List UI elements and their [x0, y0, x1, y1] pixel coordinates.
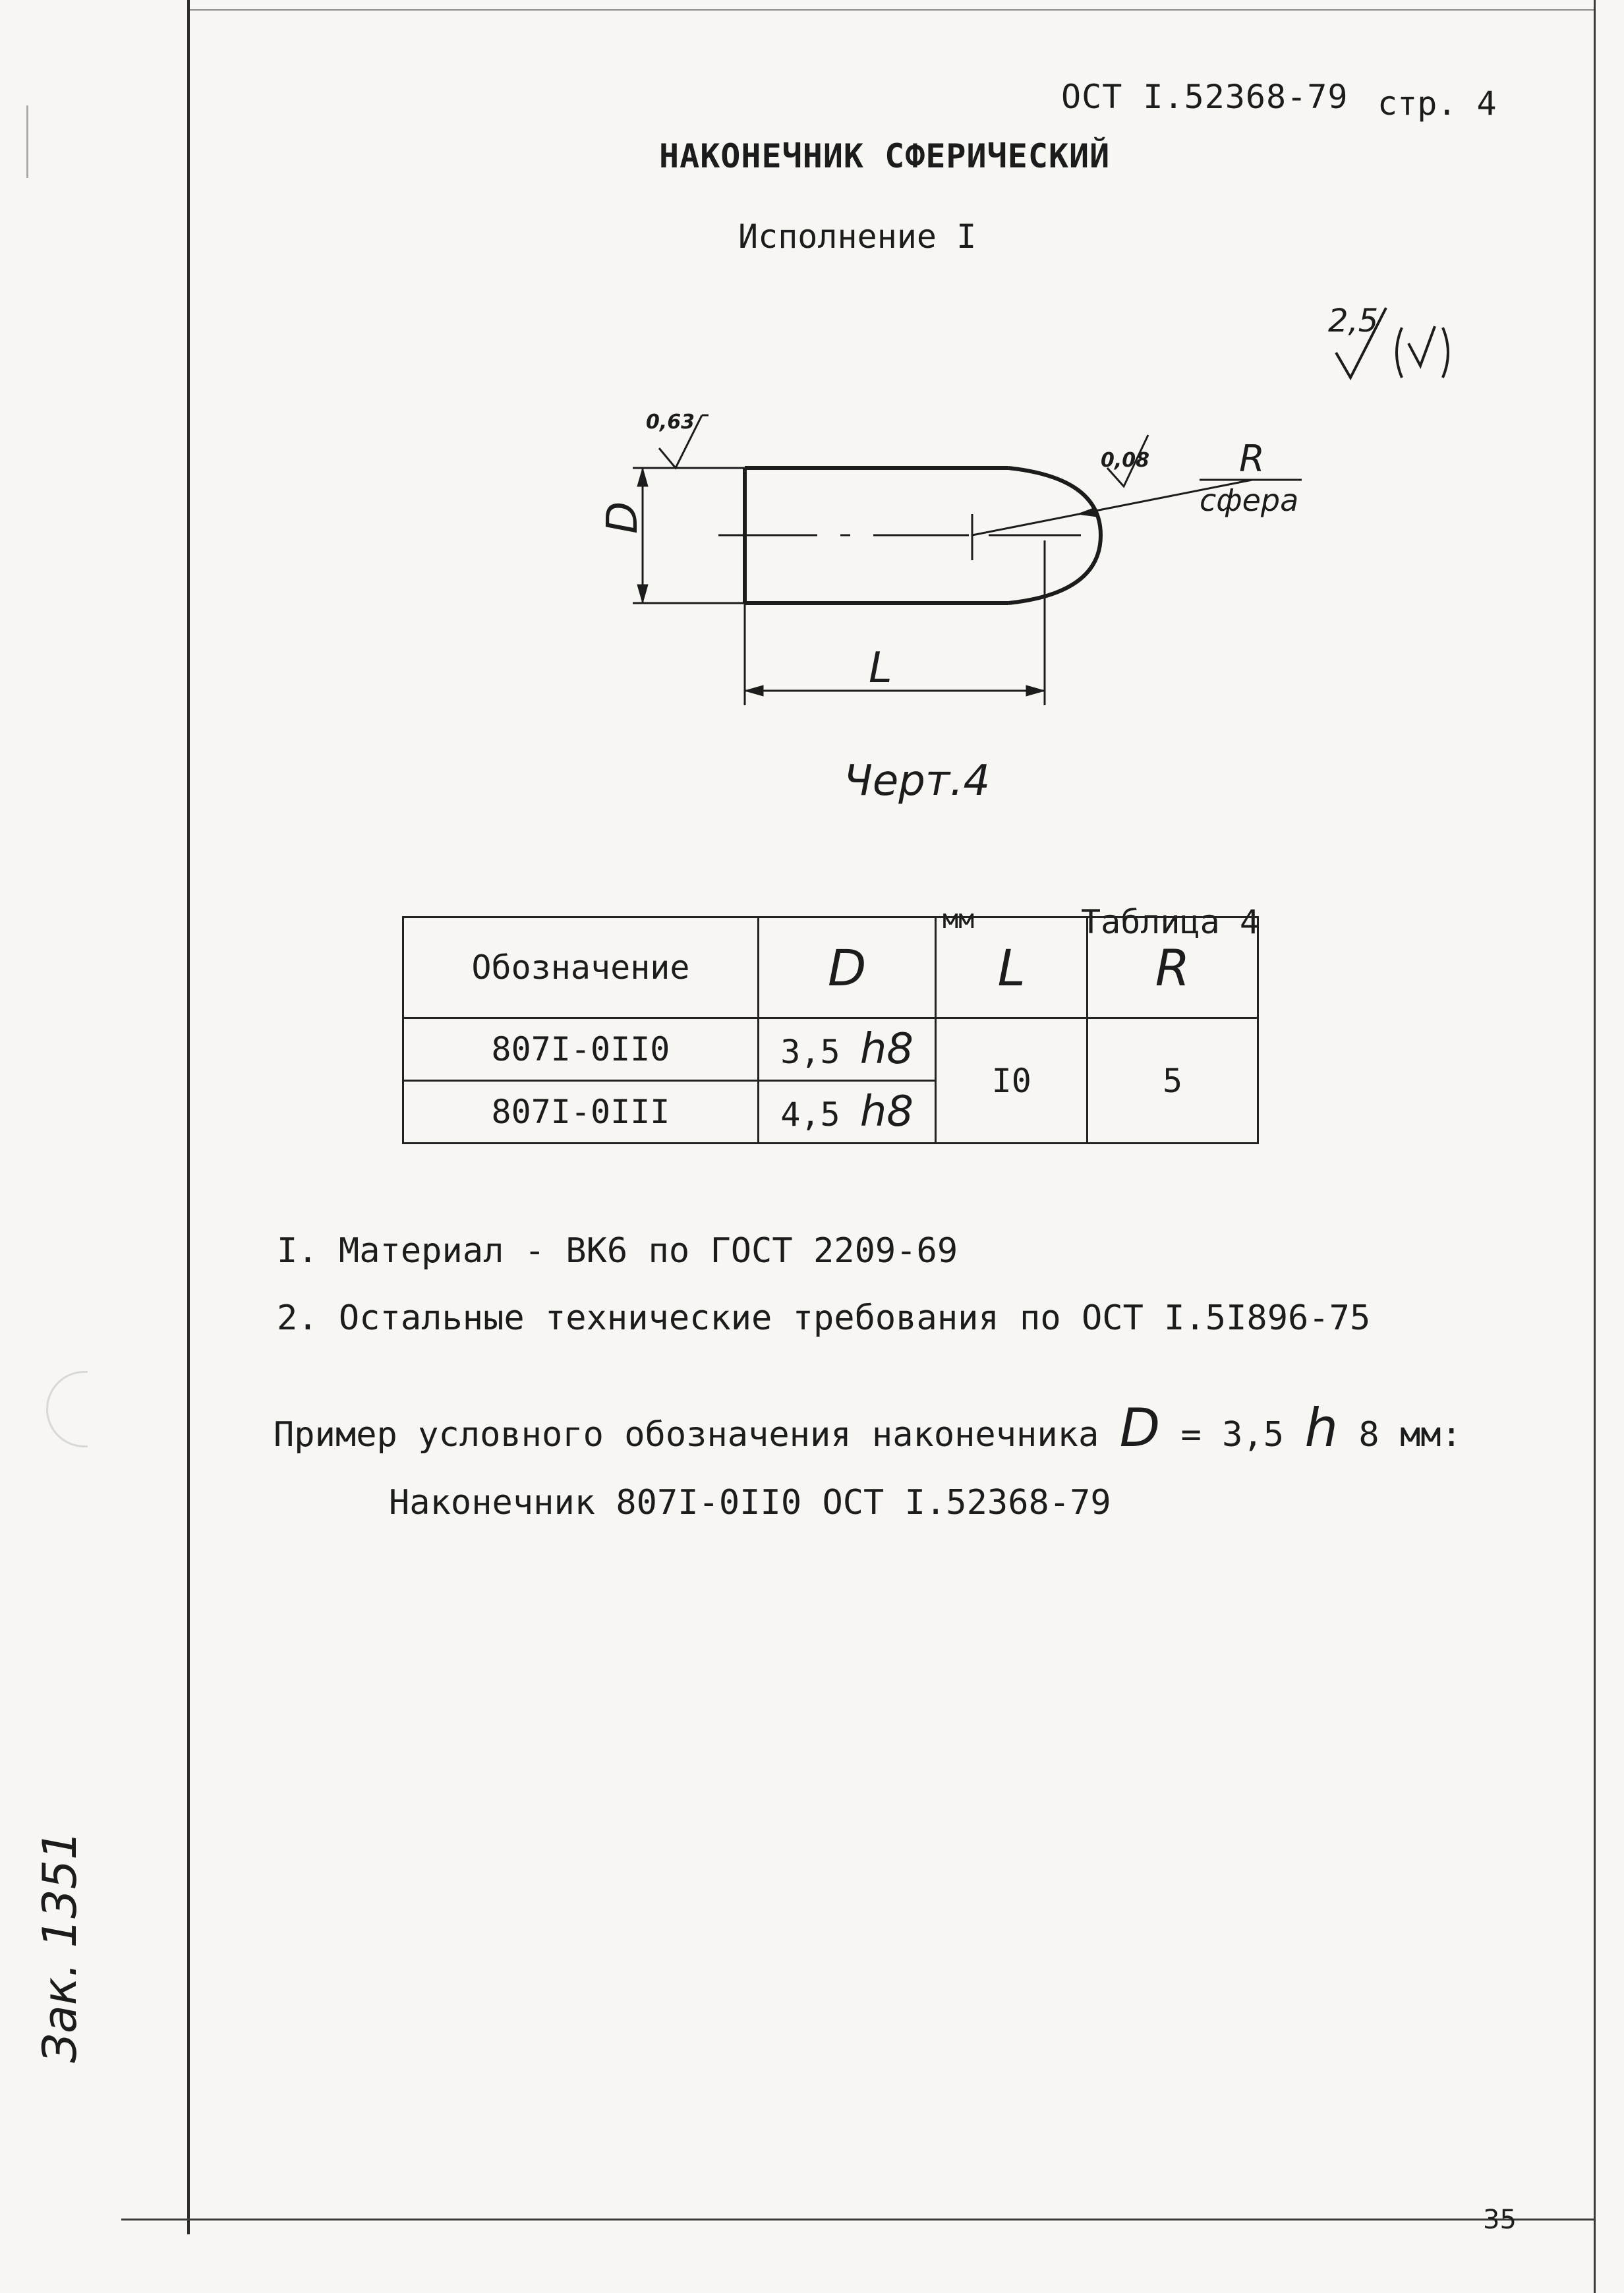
example-equals: = 3,5	[1180, 1415, 1285, 1455]
dim-r-note: сфера	[1200, 482, 1299, 518]
frame-left-line	[187, 0, 190, 2234]
spec-table	[402, 916, 1259, 1144]
cell-r: 5	[1088, 1018, 1258, 1144]
page-subtitle: Исполнение I	[738, 218, 977, 256]
frame-bottom-line	[121, 2219, 1594, 2220]
margin-tick	[26, 105, 28, 178]
cell-d-value: 3,5	[780, 1033, 840, 1071]
example-suffix: 8 мм:	[1358, 1415, 1462, 1455]
header-r: R	[1088, 917, 1258, 1018]
header-l: L	[936, 917, 1088, 1018]
dim-r-label: R	[1239, 438, 1265, 480]
dim-l-label: L	[869, 644, 892, 693]
header-designation: Обозначение	[403, 917, 759, 1018]
document-code: ОСТ I.52368-79	[1061, 78, 1348, 116]
frame-top-line	[187, 9, 1594, 11]
order-margin-note: Зак. 1351	[33, 1830, 87, 2063]
cell-d-value: 4,5	[780, 1095, 840, 1134]
cell-d	[758, 1081, 935, 1144]
note-material: I. Материал - ВК6 по ГОСТ 2209-69	[277, 1231, 958, 1271]
example-prefix: Пример условного обозначения наконечника	[274, 1415, 1099, 1455]
frame-right-line	[1594, 0, 1596, 2293]
example-value: Наконечник 807I-0II0 ОСТ I.52368-79	[389, 1483, 1111, 1523]
dim-d-label: D	[598, 501, 647, 534]
designation-example	[274, 1397, 1462, 1459]
example-symbol: D	[1119, 1397, 1161, 1459]
roughness-right-value: 0,08	[1101, 449, 1150, 472]
table-row	[403, 1018, 1258, 1081]
page-title: НАКОНЕЧНИК СФЕРИЧЕСКИЙ	[659, 137, 1111, 175]
page-label: стр. 4	[1378, 84, 1497, 123]
cell-d-tolerance: h8	[859, 1088, 914, 1136]
cell-d	[758, 1018, 935, 1081]
header-d: D	[758, 917, 935, 1018]
roughness-left-value: 0,63	[646, 411, 695, 434]
figure-caption: Черт.4	[844, 757, 991, 805]
roughness-main-value: 2,5	[1328, 303, 1379, 339]
roughness-symbol-main	[1328, 300, 1466, 392]
punch-hole-mark	[46, 1371, 88, 1447]
cell-d-tolerance: h8	[859, 1025, 914, 1074]
table-label: Таблица 4	[1081, 903, 1260, 941]
part-drawing	[580, 402, 1325, 718]
cell-designation: 807I-0II0	[403, 1018, 759, 1081]
table-unit: мм	[942, 904, 975, 935]
table-header-row	[403, 917, 1258, 1018]
note-requirements: 2. Остальные технические требования по ОСТ I.5I896-75	[277, 1298, 1371, 1338]
example-tol-letter: h	[1304, 1397, 1339, 1459]
page-number: 35	[1483, 2205, 1517, 2235]
cell-l: I0	[936, 1018, 1088, 1144]
cell-designation: 807I-0III	[403, 1081, 759, 1144]
